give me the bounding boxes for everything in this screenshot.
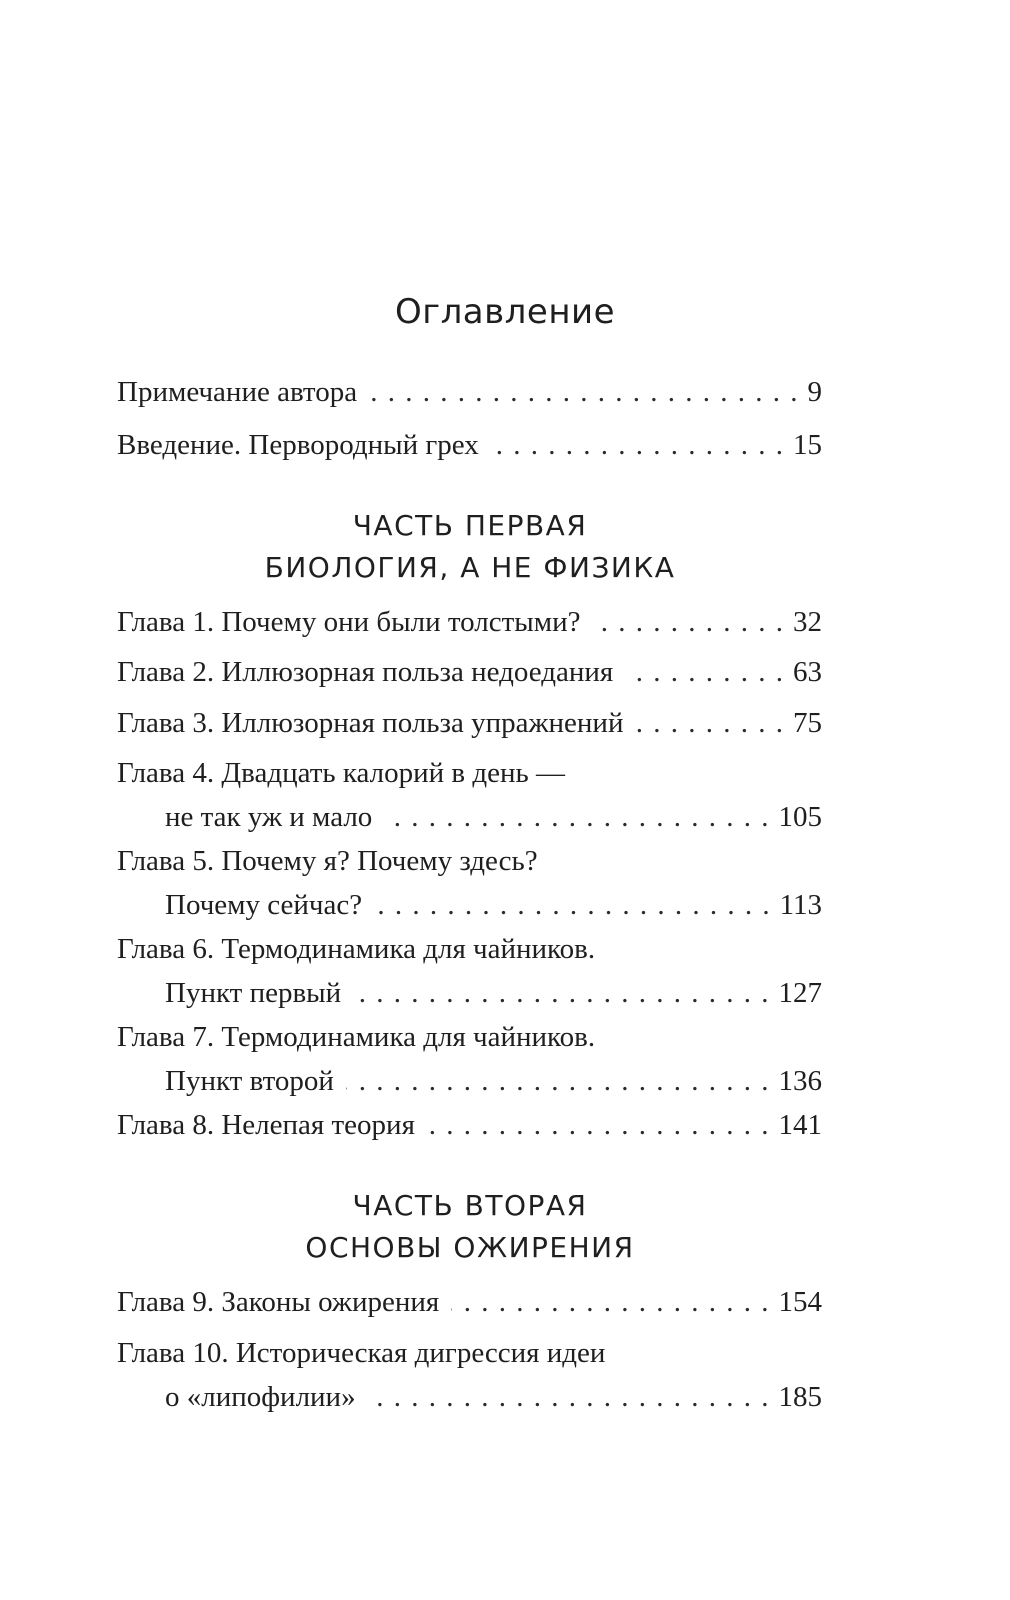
entry-page-number: 113	[779, 889, 822, 921]
leader-dots	[635, 701, 783, 745]
entry-title: Глава 2. Иллюзорная польза недоедания	[117, 656, 614, 688]
part-two-subtitle: ОСНОВЫ ОЖИРЕНИЯ	[305, 1231, 635, 1264]
entry-title-continued: о «липофилии»	[165, 1381, 356, 1413]
entry-title-continued: не так уж и мало	[165, 801, 373, 833]
toc-entry-chapter-2[interactable]	[117, 650, 822, 694]
entry-title: Примечание автора	[117, 376, 358, 408]
entry-page-number: 9	[807, 376, 822, 408]
entry-page-number: 63	[793, 656, 822, 688]
leader-dots	[369, 370, 797, 414]
entry-page-number: 75	[793, 707, 822, 739]
entry-page-number: 136	[778, 1065, 822, 1097]
toc-entry-chapter-10[interactable]	[117, 1331, 822, 1419]
entry-title: Введение. Первородный грех	[117, 429, 479, 461]
entry-page-number: 185	[778, 1381, 822, 1413]
entry-title: Глава 6. Термодинамика для чайников.	[117, 933, 596, 965]
entry-title: Глава 5. Почему я? Почему здесь?	[117, 845, 538, 877]
leader-dots	[593, 600, 783, 644]
leader-dots	[384, 795, 768, 839]
entry-title: Глава 4. Двадцать калорий в день —	[117, 757, 565, 789]
entry-page-number: 105	[778, 801, 822, 833]
part-one-subtitle: БИОЛОГИЯ, А НЕ ФИЗИКА	[264, 551, 676, 584]
toc-entry-introduction[interactable]	[117, 423, 822, 467]
leader-dots	[353, 971, 768, 1015]
leader-dots	[374, 883, 769, 927]
toc-title: Оглавление	[394, 292, 616, 332]
toc-entry-chapter-4[interactable]	[117, 751, 822, 839]
entry-title: Глава 3. Иллюзорная польза упражнений	[117, 707, 624, 739]
leader-dots	[346, 1059, 769, 1103]
part-two-label: ЧАСТЬ ВТОРАЯ	[352, 1189, 588, 1222]
toc-entry-chapter-6[interactable]	[117, 927, 822, 1015]
entry-title-continued: Пункт второй	[165, 1065, 334, 1097]
toc-entry-author-note[interactable]	[117, 370, 822, 414]
entry-title: Глава 7. Термодинамика для чайников.	[117, 1021, 596, 1053]
entry-page-number: 141	[778, 1109, 822, 1141]
entry-title-continued: Почему сейчас?	[165, 889, 363, 921]
toc-entry-chapter-5[interactable]	[117, 839, 822, 927]
entry-page-number: 154	[778, 1286, 822, 1318]
leader-dots	[451, 1280, 768, 1324]
entry-title: Глава 10. Историческая дигрессия идеи	[117, 1337, 606, 1369]
entry-page-number: 32	[793, 606, 822, 638]
toc-entry-chapter-3[interactable]	[117, 701, 822, 745]
toc-entry-chapter-8[interactable]	[117, 1103, 822, 1147]
leader-dots	[427, 1103, 769, 1147]
leader-dots	[368, 1375, 769, 1419]
leader-dots	[625, 650, 783, 694]
toc-entry-chapter-1[interactable]	[117, 600, 822, 644]
entry-title: Глава 9. Законы ожирения	[117, 1286, 440, 1318]
toc-entry-chapter-7[interactable]	[117, 1015, 822, 1103]
entry-page-number: 15	[793, 429, 822, 461]
leader-dots	[491, 423, 783, 467]
entry-page-number: 127	[778, 977, 822, 1009]
entry-title-continued: Пункт первый	[165, 977, 342, 1009]
entry-title: Глава 1. Почему они были толстыми?	[117, 606, 581, 638]
part-one-label: ЧАСТЬ ПЕРВАЯ	[352, 509, 588, 542]
toc-entry-chapter-9[interactable]	[117, 1280, 822, 1324]
entry-title: Глава 8. Нелепая теория	[117, 1109, 415, 1141]
